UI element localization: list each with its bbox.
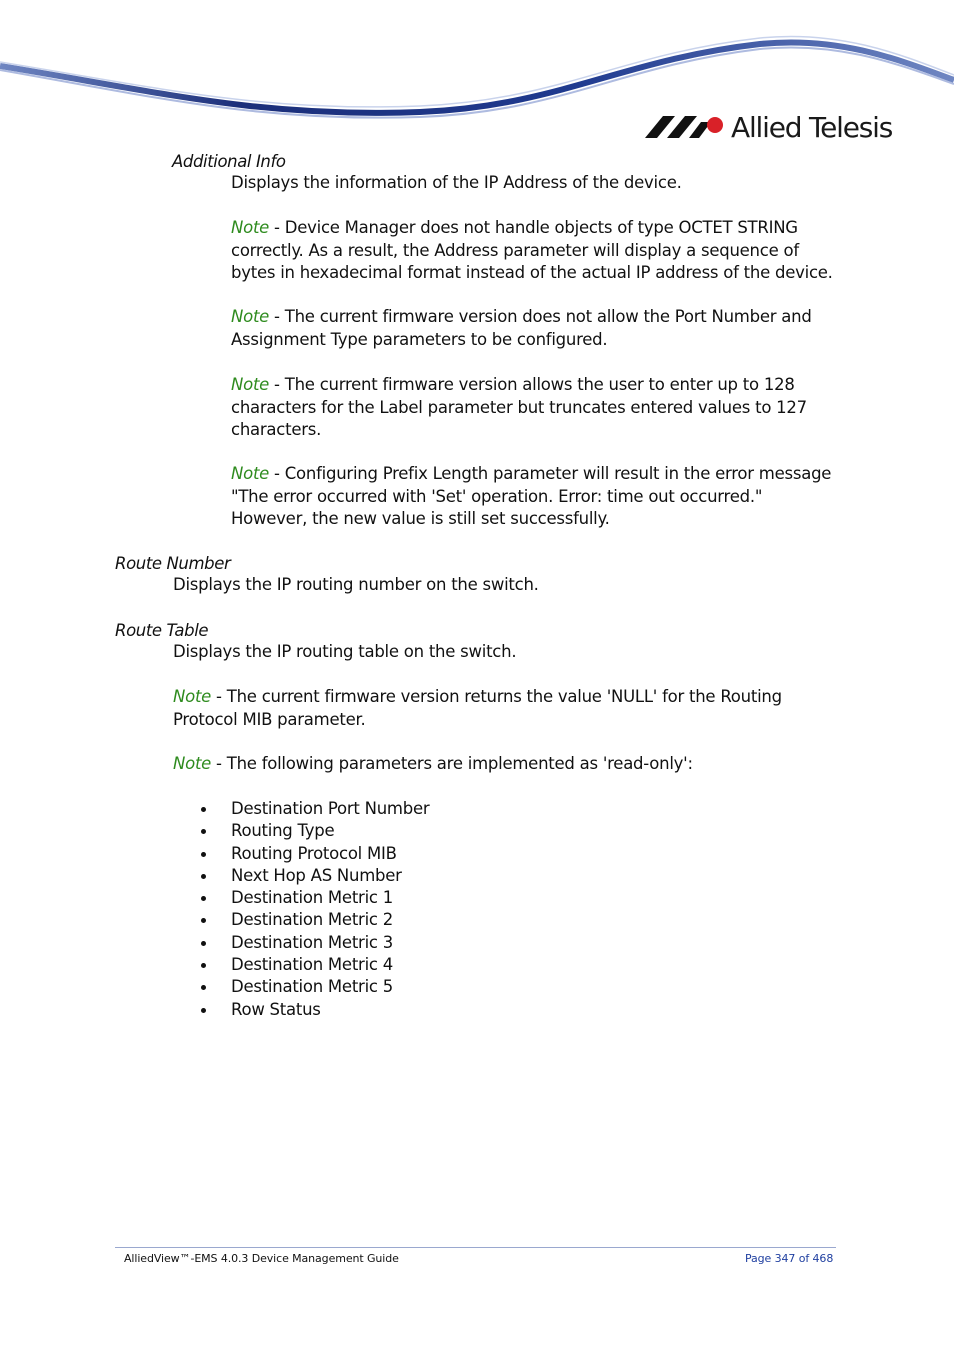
footer-doc-title: AlliedView™-EMS 4.0.3 Device Management Guide: [124, 1252, 399, 1265]
list-item-label: Destination Metric 2: [231, 910, 393, 930]
term-route-number: Route Number: [115, 554, 231, 573]
bullet-icon: [201, 985, 206, 990]
note-text: - The current firmware version allows the user to enter up to 128 characters for the Label parameter but truncates entered values to 127 characters.: [231, 375, 807, 439]
footer-divider: [115, 1247, 836, 1248]
note-label: Note: [173, 754, 212, 773]
bullet-icon: [201, 941, 206, 946]
note-label: Note: [231, 307, 270, 326]
route-number-description: Displays the IP routing number on the switch.: [173, 575, 539, 594]
list-item-label: Row Status: [231, 999, 321, 1019]
list-item-label: Destination Port Number: [231, 799, 430, 818]
bullet-icon: [201, 918, 206, 923]
list-item: [201, 999, 429, 1021]
bullet-icon: [201, 1008, 206, 1013]
note-label: Note: [173, 687, 212, 706]
list-item: [201, 798, 429, 820]
list-item-label: Destination Metric 1: [231, 888, 393, 908]
readonly-params-list: [201, 798, 429, 1021]
term-route-table: Route Table: [115, 621, 209, 640]
route-table-note-1: [173, 686, 813, 731]
note-label: Note: [231, 218, 270, 237]
note-text: - The following parameters are implemented as 'read-only':: [211, 754, 693, 773]
bullet-icon: [201, 807, 206, 812]
list-item: [201, 954, 429, 976]
note-text: - The current firmware version does not allow the Port Number and Assignment Type parameters to be configured.: [231, 307, 812, 349]
bullet-icon: [201, 829, 206, 834]
bullet-icon: [201, 852, 206, 857]
list-item: [201, 820, 429, 842]
note-text: - The current firmware version returns the value 'NULL' for the Routing Protocol MIB parameter.: [173, 687, 782, 729]
additional-info-note-4: [231, 463, 841, 531]
additional-info-description: Displays the information of the IP Address of the device.: [231, 173, 682, 192]
note-label: Note: [231, 375, 270, 394]
list-item: [201, 865, 429, 887]
footer-page-number: Page 347 of 468: [745, 1252, 834, 1265]
bullet-icon: [201, 896, 206, 901]
bullet-icon: [201, 963, 206, 968]
note-text: - Configuring Prefix Length parameter will result in the error message "The error occurred with 'Set' operation. Error: time out occurred." However, the new value is still set successfully.: [231, 464, 832, 528]
list-item: [201, 932, 429, 954]
list-item-label: Destination Metric 3: [231, 932, 393, 952]
route-table-description: Displays the IP routing table on the switch.: [173, 642, 517, 661]
list-item-label: Next Hop AS Number: [231, 865, 402, 885]
additional-info-note-2: [231, 306, 841, 351]
list-item-label: Destination Metric 5: [231, 977, 393, 997]
allied-telesis-logo-icon: [645, 108, 727, 148]
route-table-note-2: [173, 753, 833, 776]
term-additional-info: Additional Info: [172, 152, 286, 171]
logo-wordmark: Allied Telesis: [731, 111, 893, 144]
list-item: [201, 843, 429, 865]
additional-info-note-1: [231, 217, 841, 285]
list-item: [201, 909, 429, 931]
list-item-label: Destination Metric 4: [231, 955, 393, 975]
list-item: [201, 887, 429, 909]
list-item-label: Routing Protocol MIB: [231, 843, 397, 863]
allied-telesis-logo: [645, 108, 892, 148]
additional-info-note-3: [231, 374, 811, 442]
bullet-icon: [201, 874, 206, 879]
note-label: Note: [231, 464, 270, 483]
list-item: [201, 976, 429, 998]
list-item-label: Routing Type: [231, 821, 335, 841]
note-text: - Device Manager does not handle objects of type OCTET STRING correctly. As a result, the Address parameter will display a sequence of bytes in hexadecimal format instead of the actual IP address of the device.: [231, 218, 833, 282]
